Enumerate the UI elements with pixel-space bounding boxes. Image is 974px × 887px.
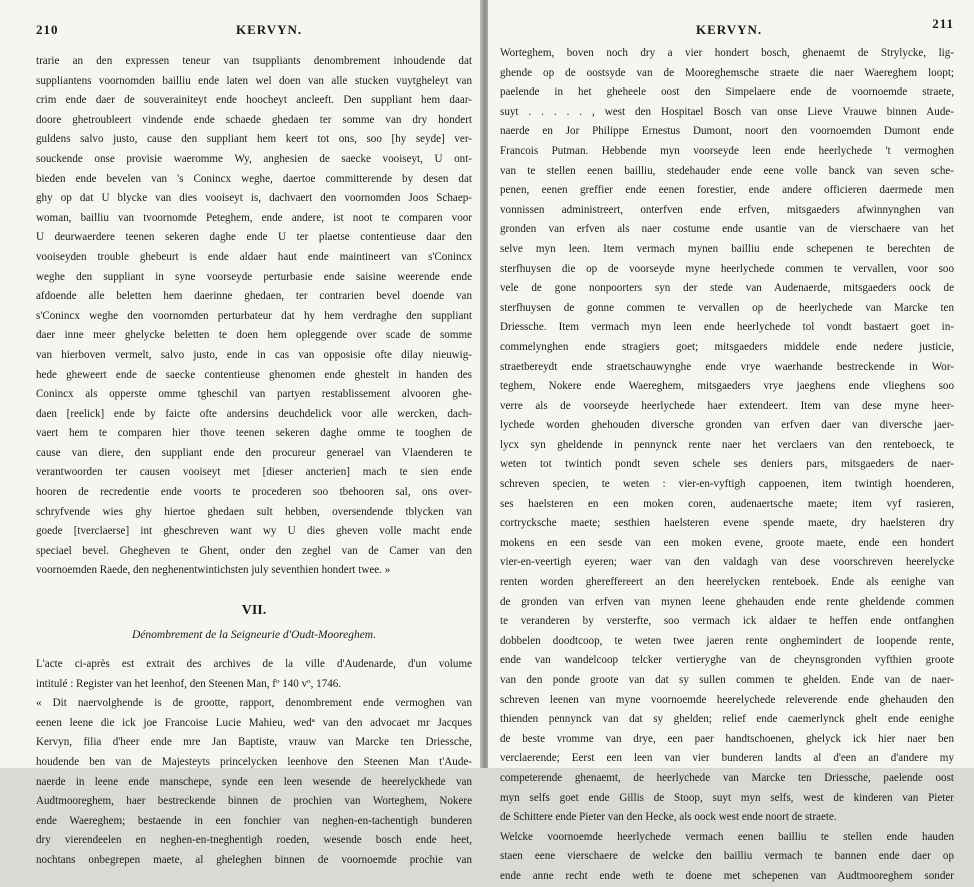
text-line: ghende op de oostsyde van de Mooreghemsche straete die naer Waereghem loopt; xyxy=(500,66,954,79)
text-line: ende van wandelcoop telcker vertieryghe van de cheynsgronden vyfthien groote xyxy=(500,654,954,667)
text-line: suppliantens voornomden bailliu ende laten wel doen van alle stucken vuytgheleyt van xyxy=(36,74,472,87)
text-line: staen eene vierschaere de welcke den bailliu vermach te bannen ende daer op xyxy=(500,850,954,863)
text-line: competerende ghenaemt, de heerlychede van Marcke ten Driessche, paelende oost xyxy=(500,771,954,784)
text-line: vaert hem te comparen hier thove teenen sekeren daghe omme te tooghen de xyxy=(36,427,472,440)
text-line: vele de gone nonpoorters syn der stede van Audenaerde, mitsgaeders oock de xyxy=(500,282,954,295)
right-page xyxy=(488,0,974,882)
text-line: Driessche. Item vermach myn leen ende heerlychede tol vondt bastaert goet in- xyxy=(500,321,954,334)
left-page-body-bottom xyxy=(36,655,472,871)
text-line: vier-en-veertigh eyeren; waer van den valdagh van dese voorschreven heerelycke xyxy=(500,556,954,569)
text-line: daer inne meer ghelycke beletten te doen hem opleggende over scade de somme xyxy=(36,329,472,342)
text-line: bieden ende bevelen van 's Conincx weghe, daertoe committerende by desen dat xyxy=(36,172,472,185)
text-line: trarie an den expressen teneur van tsuppliants denombrement inhoudende dat xyxy=(36,55,472,67)
text-line: eenen leene die ick joe Francoise Lucie Mahieu, wedª van den advocaet mr Jacques xyxy=(36,716,472,729)
text-line: Conincx als opperste omme tgheschil van partyen restablissement alvooren ghe- xyxy=(36,388,472,401)
right-page-header xyxy=(500,18,954,36)
text-line: straetbereydt ende straetschauwynghe ende vrye waerhande bestreckende in Wor- xyxy=(500,360,954,373)
text-line: Kervyn, filia d'heer ende mre Jan Baptiste, vrauw van Marcke ten Driessche, xyxy=(36,736,472,749)
text-line: weghe den suppliant in syne voorseyde perturbasie ende saisine weerende ende xyxy=(36,270,472,283)
text-line: souckende onse provisie waeromme Wy, anghesien de saecke vooiseyt, U ont- xyxy=(36,152,472,165)
left-page-header xyxy=(36,22,472,40)
text-line: thienden pennynck van dat sy ghelden; relief ende caemerlynck ghelt ende eenighe xyxy=(500,713,954,726)
text-line: cortrycksche maete; sesthien haelsteren evene spende maete, dry haelsteren dry xyxy=(500,517,954,530)
text-line: vooiseyden trouble ghebeurt is ende aldaer haut ende maintineert van s'Conincx xyxy=(36,250,472,263)
text-line: schreven leenen van myne voornoemde heerelychede releverende ende ghehauden den xyxy=(500,693,954,706)
text-line: lychede worden ghehouden diversche gronden van erfven daer van diversche jaer- xyxy=(500,419,954,432)
text-line: ghy op dat U blycke van dies vooiseyt is, dachvaert den voornomden Joos Schaep- xyxy=(36,192,472,205)
text-line: L'acte ci-après est extrait des archives de la ville d'Audenarde, d'un volume xyxy=(36,658,472,671)
text-line: commelynghen ende stragiers goet; mitsgaeders middele ende nedere justicie, xyxy=(500,340,954,353)
right-page-number: 211 xyxy=(932,16,954,31)
text-line: gronden van erfven als naer costume ende usantie van de vierschaere van het xyxy=(500,223,954,236)
text-line: hooren de recredentie ende voorts te procederen soo tbehooren sal, ons over- xyxy=(36,486,472,499)
text-line: Welcke voornoemde heerlychede vermach eenen bailliu te stellen ende hauden xyxy=(500,830,954,843)
text-line: dry vierendeelen en neghen-en-tneghentigh roeden, wesende bosch ende heet, xyxy=(36,834,472,847)
text-line: woman, bailliu van tvoornomde Peteghem, ende andere, ist noot te comparen voor xyxy=(36,211,472,224)
text-line: Francois Putman. Hebbende myn voorseyde leen ende heerlychede 't vermoghen xyxy=(500,144,954,157)
text-line: voornoemden Raede, den neghenentwintichsten july seventhien hondert twee. » xyxy=(36,564,391,577)
text-line: ende anne recht ende weth te doene met schepenen van Audtmooreghem sonder xyxy=(500,869,954,882)
text-line: crim ende daer de souverainiteyt ende hoocheyt ancleeft. Den suppliant hem daar- xyxy=(36,94,472,107)
text-line: Worteghem, boven noch dry a vier hondert bosch, ghenaemt de Strylycke, lig- xyxy=(500,47,954,59)
text-line: cause van diere, den suppliant ende den procureur generael van Vlaenderen te xyxy=(36,446,472,459)
text-line: selve myn leen. Item vermach mynen bailliu ende schepenen te berechten de xyxy=(500,242,954,255)
text-line: Audtmooreghem, haer bestreckende binnen de prochien van Worteghem, Nokere xyxy=(36,795,472,808)
text-line: doore ghetroubleert vindende ende schaede ghedaen ter somme van dry hondert xyxy=(36,113,472,126)
text-line: vonnissen administreert, onterfven ende erfven, mitsgaeders afwinnynghen van xyxy=(500,203,954,216)
text-line: suyt . . . . . , west den Hospitael Bosch van onse Lieve Vrauwe binnen Aude- xyxy=(500,105,954,118)
left-running-head: KERVYN. xyxy=(236,22,303,37)
text-line: weten tot twintich pondt seven schele ses deniers pars, mitsgaeders de naer- xyxy=(500,458,954,471)
text-line: ende Waereghem; bestaende in een fonchier van neghen-en-tachentigh bunderen xyxy=(36,814,472,827)
text-line: penen, eenen greffier ende eenen forestier, ende andere officieren daermede men xyxy=(500,184,954,197)
text-line: verclaerende; Eerst een leen van vier bunderen landts al d'een an d'andere my xyxy=(500,752,954,765)
text-line: mokens en een sesde van een moken evene, groote maete, ende een hondert xyxy=(500,536,954,549)
text-line: naerde en Jor Philippe Ernestus Dumont, noort den voornoemden Dumont ende xyxy=(500,125,954,138)
text-line: « Dit naervolghende is de grootte, rapport, denombrement ende vermoghen van xyxy=(36,697,472,710)
text-line: van den ponde groote van dat sy sullen commen te ghelden. Ende van de naer- xyxy=(500,674,954,686)
text-line: guldens salvo justo, cause den suppliant hem keert tot ons, soo [hy seyde] ver- xyxy=(36,133,472,146)
text-line: daen [reelick] ende by faicte ofte andersins deuchdelick voor alle wercken, dach- xyxy=(36,407,472,420)
text-line: nochtans onbegrepen maete, al gheleghen binnen de voornoemde prochie van xyxy=(36,853,472,866)
text-line: hede gheweert ende de saecke contentieuse ghenomen ende ghestelt in handen des xyxy=(36,368,472,381)
text-line: intitulé : Register van het leenhof, den Steenen Man, fº 140 vº, 1746. xyxy=(36,677,342,690)
text-line: goede [tverclaerse] int gheschreven want wy U dies gheven volle macht ende xyxy=(36,525,472,538)
text-line: verre als de voorseyde heerlychede haer extendeert. Item van dese myne heer- xyxy=(500,399,954,412)
text-line: sterfhuysen de gonne commen te vervallen op de heerlychede van Marcke ten xyxy=(500,301,954,314)
right-running-head: KERVYN. xyxy=(696,22,763,37)
text-line: U deurwaerdere teenen sekeren daghe ende U ter plaetse contentieuse daar den xyxy=(36,231,472,244)
text-line: renten worden ghereffereert an den heerelycken renteboek. Ende als eenighe van xyxy=(500,576,954,589)
section-number: VII. xyxy=(241,603,267,619)
left-page-number: 210 xyxy=(36,22,59,37)
text-line: lycx syn gheldende in pennynck rente naer het verclaers van den renteboeck, te xyxy=(500,438,954,451)
text-line: afdoende alle beletten hem daerinne ghedaen, ter contrarien bevel doende van xyxy=(36,290,472,303)
text-line: myn selfs goet ende Gillis de Stoop, suyt myn selfs, west de kinderen van Pieter xyxy=(500,791,954,804)
text-line: schreven specien, te weten : vier-en-vyftigh cappoenen, item twintigh hoenderen, xyxy=(500,478,954,491)
text-line: dobbelen doodtcoop, te weten twee jaeren rente onghemindert de loopende rente, xyxy=(500,634,954,647)
text-line: van hierboven vermelt, salvo justo, ende in cas van opposisie ofte dilay nieuwig- xyxy=(36,348,472,361)
text-line: s'Conincx weghe den voornomden perturbateur dat hy hem verdraghe den suppliant xyxy=(36,309,472,322)
text-line: houdende ben van de Majesteyts princelycken leenhove den Steenen Man t'Aude- xyxy=(36,756,472,768)
text-line: naerde in leene ende manschepe, synde een leen wesende de heerelyckhede van xyxy=(36,775,472,788)
text-line: de gronden van erfven van mynen leene ghehauden ende rente gheldende commen xyxy=(500,595,954,608)
left-page xyxy=(0,0,482,866)
text-line: de beste vromme van drye, een paer handtschoenen, ghelyck ick hier naer ben xyxy=(500,732,954,745)
text-line: paelende in het gheheele oost den Simpelaere ende de voornoemde straete, xyxy=(500,86,954,99)
text-line: speciael bevel. Ghegheven te Ghent, onder den zeghel van de Camer van den xyxy=(36,544,472,557)
text-line: sterfhuysen die op de voorseyde myne heerlychede commen te vervallen, voor soo xyxy=(500,262,954,275)
section-subtitle: Dénombrement de la Seigneurie d'Oudt-Mooreghem. xyxy=(131,629,376,642)
text-line: schryfvende wies ghy hiertoe ghedaen sult hebben, oversendende tblycken van xyxy=(36,505,472,518)
text-line: de Schittere ende Pieter van den Hecke, als oock west ende noort de straete. xyxy=(500,811,837,824)
text-line: van te stellen eenen bailliu, stedehauder ende eene volle banck van seven sche- xyxy=(500,164,954,177)
right-page-body xyxy=(500,44,954,887)
text-line: teghem, Nokere ende Waereghem, mitsgaeders vrye jaeghens ende vlieghens soo xyxy=(500,380,954,393)
left-page-body-top xyxy=(36,52,472,581)
text-line: verantwoorden ter causen vooiseyt met [dieser ancterien] mach te sien ende xyxy=(36,466,472,479)
text-line: ses haelsteren en een moken coren, audenaertsche maete; item vyf rasieren, xyxy=(500,497,954,510)
text-line: te veranderen by versterfte, soo vermach ick aldaer te heffen ende ontfanghen xyxy=(500,615,954,628)
